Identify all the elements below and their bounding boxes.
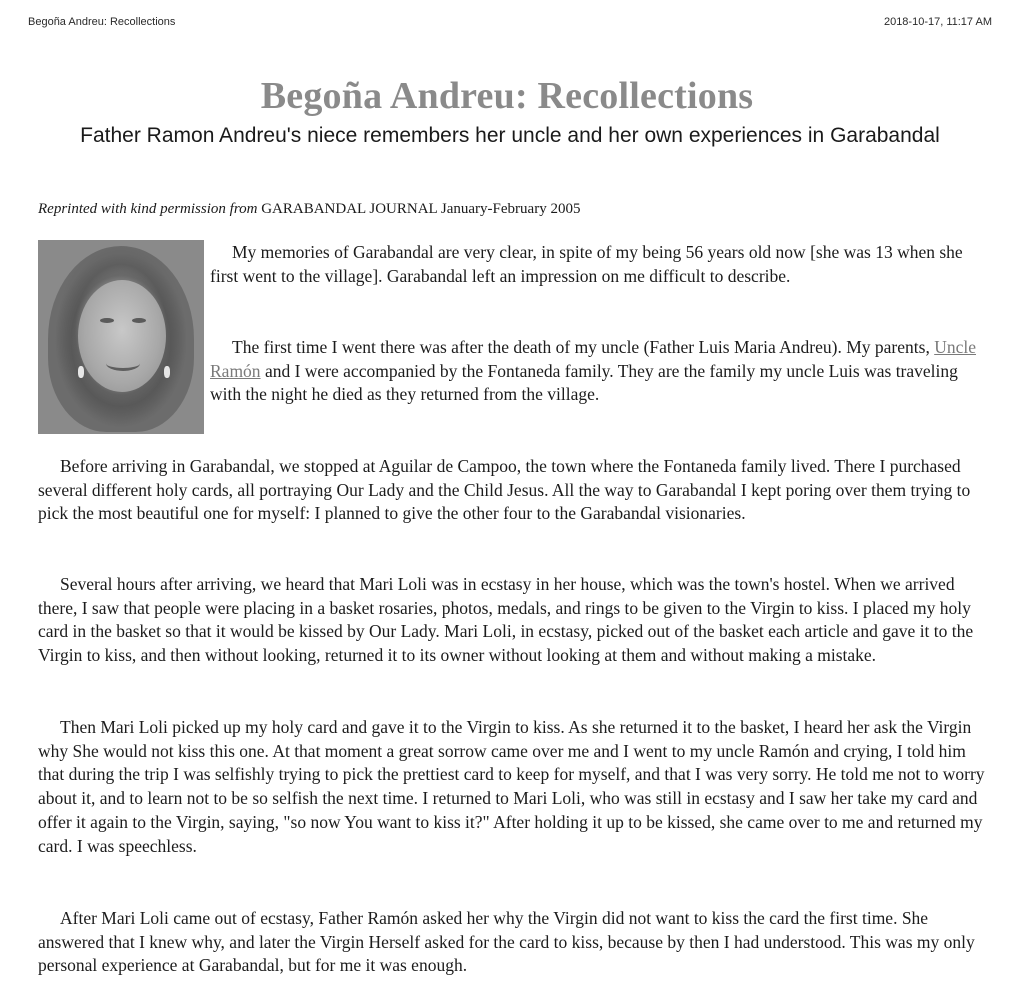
- page-subtitle: Father Ramon Andreu's niece remembers her uncle and her own experiences in Garabandal: [80, 124, 940, 147]
- paragraph-memories: My memories of Garabandal are very clear, in spite of my being 56 years old now [she was 13 when she first went to the village]. Garabandal left an impression on me difficult to describe.: [210, 242, 963, 286]
- print-header-timestamp: 2018-10-17, 11:17 AM: [883, 16, 992, 28]
- paragraph-conclusion: After Mari Loli came out of ecstasy, Father Ramón asked her why the Virgin did not want to kiss the card the first time. She answered that I knew why, and later the Virgin Herself asked for the card to kiss, because by then I had understood. This was my only personal experience at Garabandal, but for me it was enough.: [38, 908, 975, 976]
- photo-mouth: [106, 356, 140, 371]
- photo-earring-right: [164, 366, 170, 378]
- paragraph-holy-card-kiss: Then Mari Loli picked up my holy card and gave it to the Virgin to kiss. As she returned it to the basket, I heard her ask the Virgin why She would not kiss this one. At that moment a great sorrow came over me and I went to my uncle Ramón and crying, I told him that during the trip I was selfishly trying to pick the prettiest card to keep for myself, and that I was very sorry. He told me not to worry about it, and to learn not to be so selfish the next time. I returned to Mari Loli, who was still in ecstasy and I saw her take my card and offer it again to the Virgin, saying, "so now You want to kiss it?" After holding it up to be kissed, she came over to me and returned my card. I was speechless.: [38, 717, 985, 856]
- page-title: Begoña Andreu: Recollections: [260, 75, 754, 117]
- portrait-photo: [38, 240, 204, 434]
- reprint-permission: Reprinted with kind permission from: [38, 201, 258, 217]
- reprint-source: GARABANDAL JOURNAL January-February 2005: [261, 201, 581, 217]
- photo-eye-left: [100, 318, 114, 323]
- print-header: [28, 16, 992, 34]
- photo-earring-left: [78, 366, 84, 378]
- print-header-title: Begoña Andreu: Recollections: [28, 16, 176, 28]
- paragraph-ecstasy: Several hours after arriving, we heard that Mari Loli was in ecstasy in her house, which was the town's hostel. When we arrived there, I saw that people were placing in a basket rosaries, photos, medals, and rings to be given to the Virgin to kiss. I placed my holy card in the basket so that it would be kissed by Our Lady. Mari Loli, in ecstasy, picked out of the basket each article and gave it to the Virgin to kiss, and then without looking, returned it to its owner without looking at them and without making a mistake.: [38, 574, 974, 666]
- paragraph-first-visit-end: and I were accompanied by the Fontaneda family. They are the family my uncle Luis was traveling with the night he died as they returned from the village.: [210, 360, 958, 405]
- photo-face: [78, 280, 166, 392]
- reprint-notice: [38, 201, 580, 218]
- paragraph-first-visit: [210, 336, 992, 407]
- paragraph-holy-cards: Before arriving in Garabandal, we stopped at Aguilar de Campoo, the town where the Fontaneda family lived. There I purchased several different holy cards, all portraying Our Lady and the Child Jesus. All the way to Garabandal I kept poring over them trying to pick the most beautiful one for myself: I planned to give the other four to the Garabandal visionaries.: [38, 456, 971, 524]
- photo-eye-right: [132, 318, 146, 323]
- uncle-ramon-link[interactable]: Uncle Ramón: [210, 337, 976, 381]
- paragraph-first-visit-start: The first time I went there was after the death of my uncle (Father Luis Maria Andreu). My parents,: [232, 337, 935, 357]
